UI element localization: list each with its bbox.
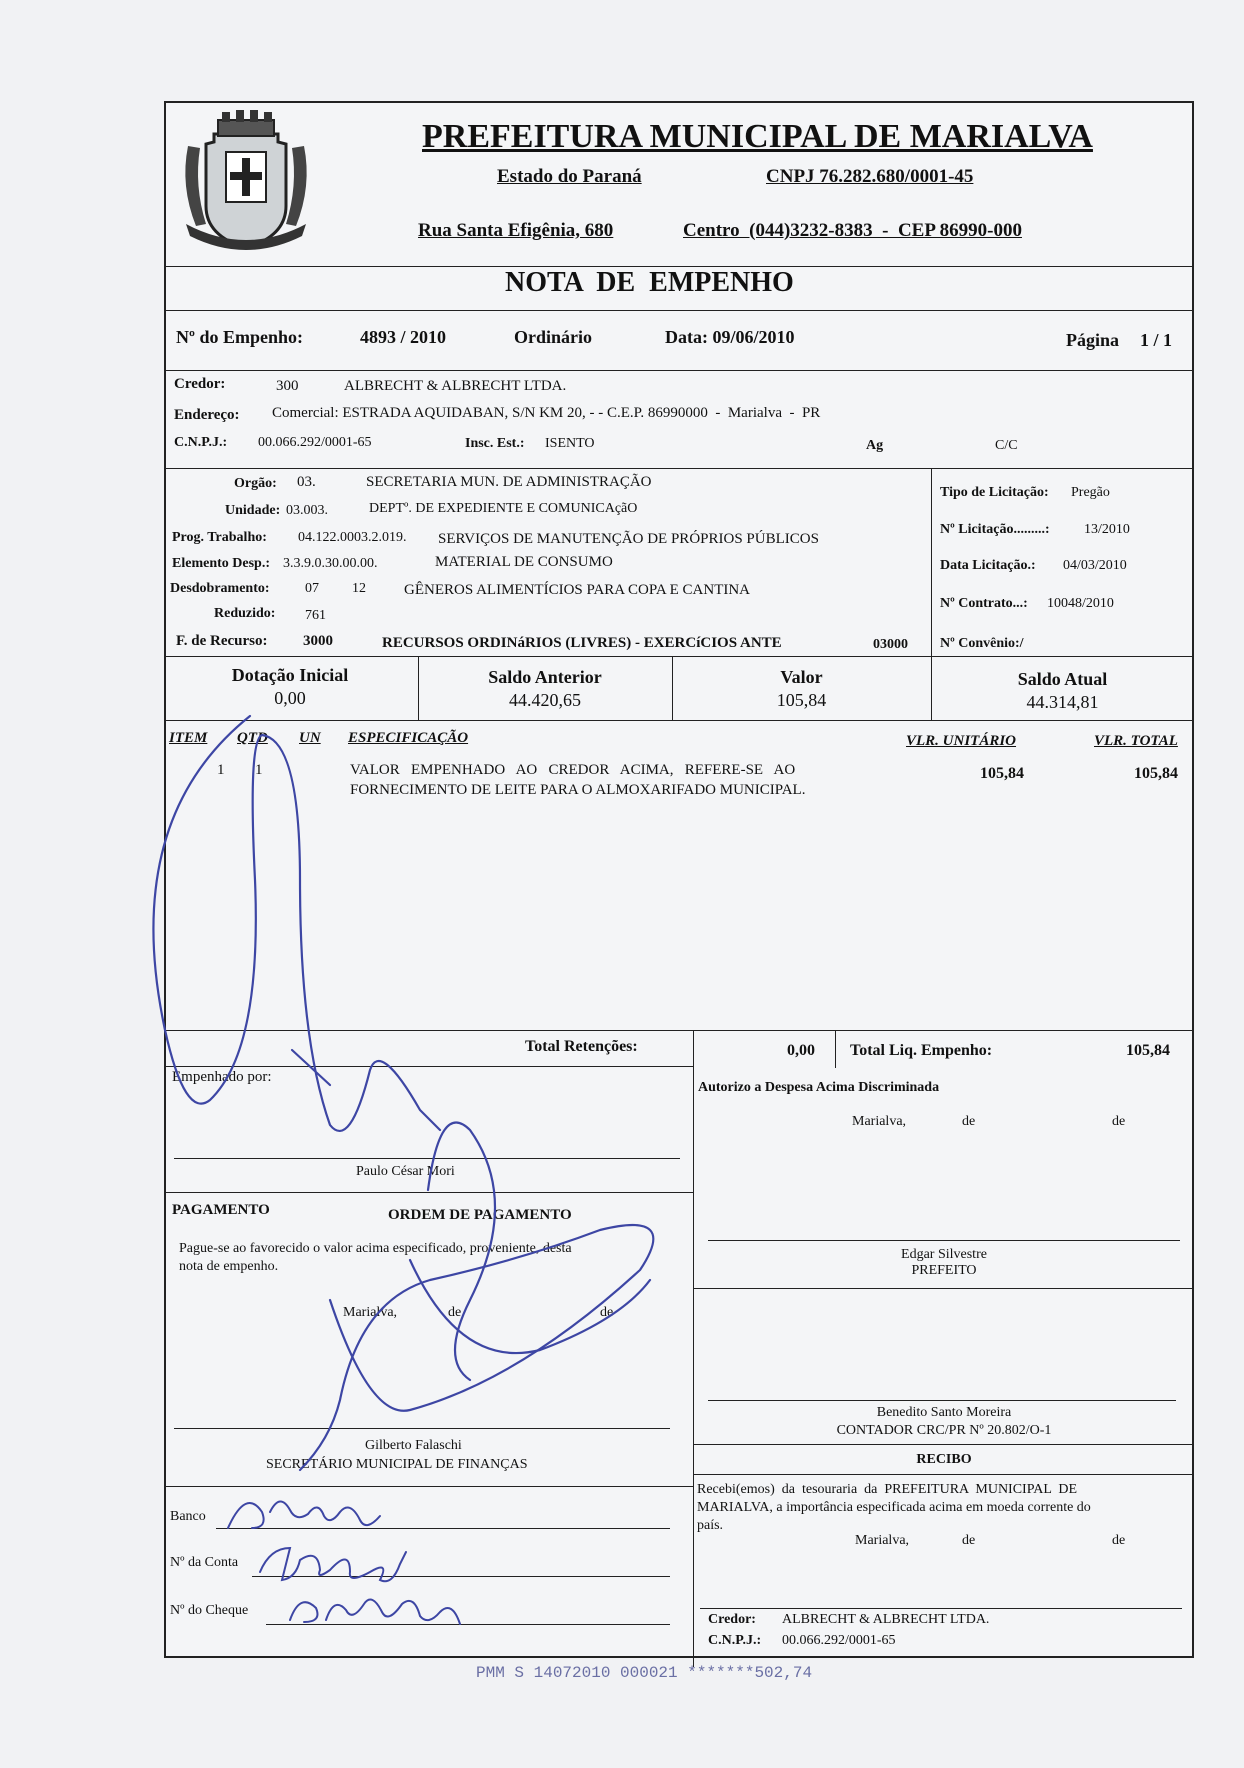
- col-unit-value: VLR. UNITÁRIO: [906, 733, 1017, 749]
- elemento-label: Elemento Desp.:: [172, 556, 270, 571]
- desdobramento-code-2: 12: [352, 581, 366, 596]
- col-total-value: VLR. TOTAL: [1094, 733, 1178, 749]
- col-spec: ESPECIFICAÇÃO: [348, 730, 469, 746]
- recibo-cnpj-value: 00.066.292/0001-65: [782, 1633, 896, 1648]
- page-title: PREFEITURA MUNICIPAL DE MARIALVA: [422, 118, 1093, 155]
- ordem-heading: ORDEM DE PAGAMENTO: [388, 1207, 572, 1223]
- municipal-coat-of-arms-icon: [176, 106, 316, 264]
- contador-name: Benedito Santo Moreira: [876, 1405, 1012, 1420]
- header-street: Rua Santa Efigênia, 680: [418, 220, 614, 241]
- autorizo-de-2: de: [1112, 1114, 1126, 1129]
- valor-label: Valor: [780, 667, 823, 687]
- secretario-role: SECRETÁRIO MUNICIPAL DE FINANÇAS: [266, 1457, 528, 1472]
- credor-name: ALBRECHT & ALBRECHT LTDA.: [344, 378, 567, 394]
- empenhado-label: Empenhado por:: [172, 1069, 272, 1085]
- empenho-number-label: Nº do Empenho:: [176, 327, 303, 347]
- page-label: Página: [1066, 330, 1120, 350]
- unidade-name: DEPTº. DE EXPEDIENTE E COMUNICAçãO: [369, 501, 638, 516]
- credor-label: Credor:: [174, 376, 226, 392]
- secretario-name: Gilberto Falaschi: [365, 1438, 462, 1453]
- licitacao-number: 13/2010: [1084, 522, 1130, 537]
- recibo-de-2: de: [1112, 1533, 1126, 1548]
- header-state: Estado do Paraná: [497, 166, 642, 187]
- item-total-value: 105,84: [1134, 765, 1178, 782]
- pague-line-2: nota de empenho.: [179, 1259, 279, 1274]
- recibo-city: Marialva,: [855, 1533, 910, 1548]
- saldo-anterior-label: Saldo Anterior: [488, 667, 602, 687]
- orgao-label: Orgão:: [234, 476, 277, 491]
- recurso-code-2: 03000: [873, 637, 908, 652]
- liquido-label: Total Liq. Empenho:: [850, 1042, 993, 1059]
- empenho-type: Ordinário: [514, 327, 593, 347]
- col-qtd: QTD: [237, 730, 268, 746]
- address-label: Endereço:: [174, 407, 240, 423]
- cnpj-label: C.N.P.J.:: [174, 435, 228, 450]
- insc-label: Insc. Est.:: [465, 436, 525, 451]
- autorizo-text: Autorizo a Despesa Acima Discriminada: [698, 1080, 940, 1095]
- liquido-value: 105,84: [1126, 1042, 1170, 1059]
- pagamento-heading: PAGAMENTO: [172, 1202, 270, 1218]
- unidade-code: 03.003.: [286, 503, 328, 518]
- convenio-label: Nº Convênio:/: [940, 636, 1024, 651]
- tipo-licitacao-value: Pregão: [1071, 485, 1110, 500]
- retencoes-value: 0,00: [787, 1042, 815, 1059]
- prog-name: SERVIÇOS DE MANUTENÇÃO DE PRÓPRIOS PÚBLICOS: [438, 531, 819, 547]
- conta-label: Nº da Conta: [170, 1555, 239, 1570]
- recibo-line-3: país.: [697, 1518, 724, 1533]
- credor-cnpj: 00.066.292/0001-65: [258, 435, 372, 450]
- empenho-date: Data: 09/06/2010: [665, 327, 795, 347]
- item-qtd: 1: [255, 762, 263, 778]
- empenho-number: 4893 / 2010: [360, 327, 447, 347]
- item-unit-value: 105,84: [980, 765, 1024, 782]
- cheque-label: Nº do Cheque: [170, 1603, 249, 1618]
- recurso-code: 3000: [303, 633, 333, 649]
- document-title: NOTA DE EMPENHO: [505, 267, 794, 298]
- header-cnpj: CNPJ 76.282.680/0001-45: [766, 166, 974, 187]
- contrato-value: 10048/2010: [1047, 596, 1114, 611]
- credor-code: 300: [276, 378, 299, 394]
- valor-value: 105,84: [776, 690, 827, 710]
- saldo-anterior-value: 44.420,65: [509, 690, 581, 710]
- recibo-line-1: Recebi(emos) da tesouraria da PREFEITURA MUNICIPAL DE: [697, 1482, 1078, 1497]
- dotacao-label: Dotação Inicial: [231, 665, 349, 685]
- recibo-line-2: MARIALVA, a importância especificada acima em moeda corrente do: [697, 1500, 1091, 1515]
- ag-label: Ag: [866, 438, 884, 453]
- orgao-name: SECRETARIA MUN. DE ADMINISTRAÇÃO: [366, 474, 652, 490]
- ordem-de-2: de: [600, 1305, 614, 1320]
- footer-stamp: PMM S 14072010 000021 *******502,74: [476, 1664, 813, 1682]
- pague-line-1: Pague-se ao favorecido o valor acima especificado, proveniente, desta: [179, 1241, 572, 1256]
- contrato-label: Nº Contrato...:: [940, 596, 1028, 611]
- empenhado-name: Paulo César Mori: [356, 1164, 455, 1179]
- banco-label: Banco: [170, 1509, 206, 1524]
- recurso-label: F. de Recurso:: [176, 633, 268, 649]
- recibo-credor-label: Credor:: [708, 1612, 756, 1627]
- desdobramento-name: GÊNEROS ALIMENTÍCIOS PARA COPA E CANTINA: [404, 582, 751, 598]
- col-un: UN: [299, 730, 321, 746]
- autorizo-city: Marialva,: [852, 1114, 907, 1129]
- licitacao-date-label: Data Licitação.:: [940, 558, 1036, 573]
- saldo-atual-label: Saldo Atual: [1017, 669, 1108, 689]
- unidade-label: Unidade:: [225, 503, 281, 518]
- ordem-de-1: de: [448, 1305, 462, 1320]
- recibo-heading: RECIBO: [916, 1452, 972, 1467]
- retencoes-label: Total Retenções:: [525, 1038, 638, 1055]
- prog-code: 04.122.0003.2.019.: [298, 530, 407, 545]
- reduzido-value: 761: [305, 608, 326, 623]
- recibo-cnpj-label: C.N.P.J.:: [708, 1633, 762, 1648]
- autorizo-de-1: de: [962, 1114, 976, 1129]
- page-number: 1 / 1: [1140, 330, 1173, 350]
- recibo-credor-name: ALBRECHT & ALBRECHT LTDA.: [782, 1612, 990, 1627]
- desdobramento-label: Desdobramento:: [170, 581, 270, 596]
- orgao-code: 03.: [297, 474, 316, 490]
- recurso-name: RECURSOS ORDINáRIOS (LIVRES) - EXERCíCIOS ANTE: [382, 635, 782, 651]
- contador-role: CONTADOR CRC/PR Nº 20.802/O-1: [836, 1423, 1052, 1438]
- tipo-licitacao-label: Tipo de Licitação:: [940, 485, 1049, 500]
- prefeito-name: Edgar Silvestre: [901, 1247, 987, 1262]
- item-spec-line-1: VALOR EMPENHADO AO CREDOR ACIMA, REFERE-SE AO: [350, 762, 796, 778]
- elemento-name: MATERIAL DE CONSUMO: [435, 554, 613, 570]
- saldo-atual-value: 44.314,81: [1026, 692, 1099, 712]
- prog-label: Prog. Trabalho:: [172, 530, 267, 545]
- insc-value: ISENTO: [545, 436, 595, 451]
- recibo-de-1: de: [962, 1533, 976, 1548]
- licitacao-date: 04/03/2010: [1063, 558, 1127, 573]
- col-item: ITEM: [169, 730, 208, 746]
- desdobramento-code-1: 07: [305, 581, 319, 596]
- reduzido-label: Reduzido:: [214, 606, 276, 621]
- ordem-city: Marialva,: [343, 1305, 398, 1320]
- item-number: 1: [217, 762, 225, 778]
- licitacao-number-label: Nº Licitação.........:: [940, 522, 1050, 537]
- dotacao-value: 0,00: [274, 688, 306, 708]
- header-contact: Centro (044)3232-8383 - CEP 86990-000: [683, 220, 1022, 241]
- credor-address: Comercial: ESTRADA AQUIDABAN, S/N KM 20, - - C.E.P. 86990000 - Marialva - PR: [272, 405, 821, 421]
- cc-label: C/C: [995, 438, 1018, 453]
- elemento-code: 3.3.9.0.30.00.00.: [283, 556, 378, 571]
- prefeito-role: PREFEITO: [911, 1263, 977, 1278]
- item-spec-line-2: FORNECIMENTO DE LEITE PARA O ALMOXARIFADO MUNICIPAL.: [350, 782, 806, 798]
